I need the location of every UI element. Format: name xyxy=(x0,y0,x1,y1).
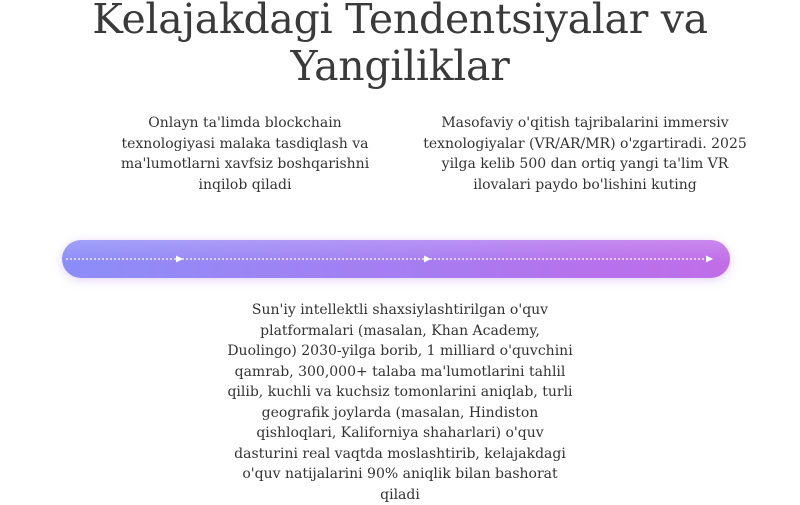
page-title-line-1: Kelajakdagi Tendentsiyalar va xyxy=(92,0,708,43)
page-title xyxy=(0,0,800,94)
trend-text-immersive-tech: Masofaviy o'qitish tajribalarini immersiv texnologiyalar (VR/AR/MR) o'zgartiradi. 2025 yilga kelib 500 dan ortiq yangi ta'lim VR ilovalari paydo bo'lishini kuting xyxy=(423,115,747,193)
trend-text-blockchain: Onlayn ta'limda blockchain texnologiyasi malaka tasdiqlash va ma'lumotlarni xavfsiz boshqarishni inqilob qiladi xyxy=(120,115,370,193)
timeline-bar xyxy=(62,240,730,278)
page-title-line-2: Yangiliklar xyxy=(290,42,510,90)
timeline-arrow-3-icon xyxy=(706,256,713,263)
timeline-arrow-1-icon xyxy=(176,256,183,263)
trend-text-ai-personalization: Sun'iy intellektli shaxsiylashtirilgan o'quv platformalari (masalan, Khan Academy, Duolingo) 2030-yilga borib, 1 milliard o'quvchini qamrab, 300,000+ talaba ma'lumotlarini tahlil qilib, kuchli va kuchsiz tomonlarini aniqlab, turli geografik joylarda (masalan, Hindiston qishloqlari, Kaliforniya shaharlari) o'quv dasturini real vaqtda moslashtirib, kelajakdagi o'quv natijalarini 90% aniqlik bilan bashorat qiladi xyxy=(227,302,573,503)
timeline-arrow-2-icon xyxy=(424,256,431,263)
timeline-track xyxy=(62,240,730,278)
